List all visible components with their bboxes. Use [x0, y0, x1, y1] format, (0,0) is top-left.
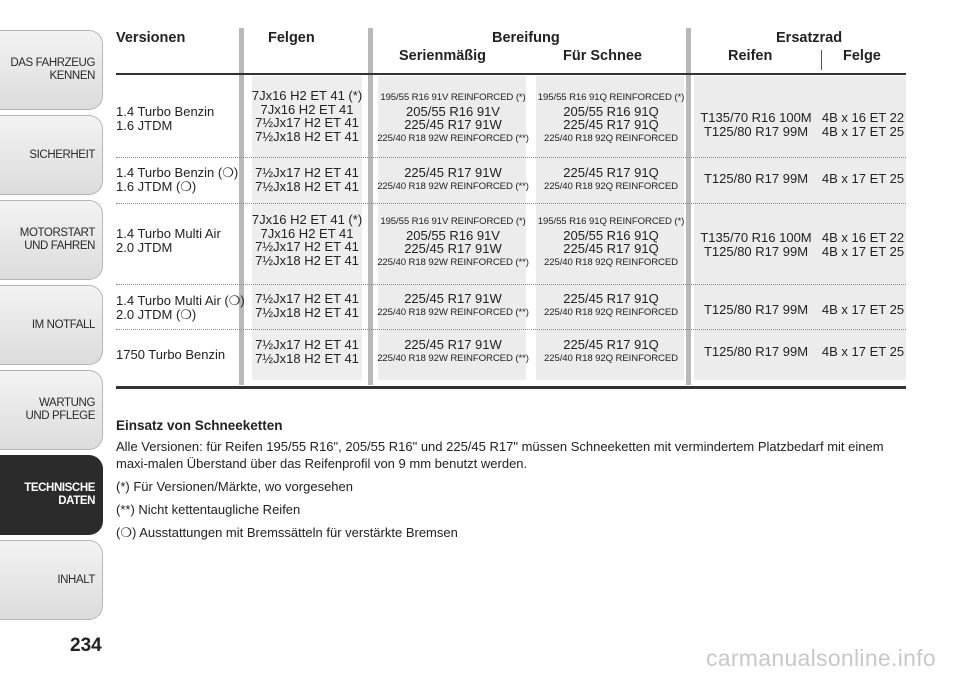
table-row-3-snow-tyres: 195/55 R16 91Q REINFORCED (*) 205/55 R16 91Q 225/45 R17 91Q 225/40 R18 92Q REINFORCED	[537, 216, 685, 268]
header-bereifung: Bereifung	[492, 30, 560, 46]
watermark: carmanualsonline.info	[705, 645, 936, 671]
table-row-2-spare-rim: 4B x 17 ET 25	[821, 171, 905, 186]
table-row-2-snow-tyres: 225/45 R17 91Q 225/40 R18 92Q REINFORCED	[543, 165, 678, 192]
header-felgen: Felgen	[268, 30, 315, 46]
footnote-single-star: (*) Für Versionen/Märkte, wo vorgesehen	[116, 479, 353, 494]
table-row-5-spare-rim: 4B x 17 ET 25	[821, 344, 905, 359]
table-row-1-snow-tyres: 195/55 R16 91Q REINFORCED (*) 205/55 R16 91Q 225/45 R17 91Q 225/40 R18 92Q REINFORCED	[537, 92, 685, 144]
table-row-3-spare-tyre: T135/70 R16 100M T125/80 R17 99M	[700, 230, 812, 259]
table-row-1-spare-rim: 4B x 16 ET 22 4B x 17 ET 25	[821, 110, 905, 139]
footnote-double-star: (**) Nicht kettentaugliche Reifen	[116, 502, 301, 517]
row-separator	[116, 329, 906, 330]
column-divider	[239, 28, 244, 385]
row-separator	[116, 203, 906, 204]
tab-das-fahrzeug-kennen[interactable]: DAS FAHRZEUG KENNEN	[0, 30, 103, 110]
tab-wartung-und-pflege[interactable]: WARTUNG UND PFLEGE	[0, 370, 103, 450]
table-row-5-rims: 7½Jx17 H2 ET 41 7½Jx18 H2 ET 41	[255, 337, 359, 366]
table-row-3-version: 1.4 Turbo Multi Air 2.0 JTDM	[116, 226, 221, 255]
tab-motorstart-und-fahren[interactable]: MOTORSTART UND FAHREN	[0, 200, 103, 280]
spare-header-divider	[821, 50, 822, 70]
table-row-1-standard-tyres: 195/55 R16 91V REINFORCED (*) 205/55 R16 91V 225/45 R17 91W 225/40 R18 92W REINFORCED (**)	[377, 92, 529, 144]
row-separator	[116, 157, 906, 158]
table-row-1-spare-tyre: T135/70 R16 100M T125/80 R17 99M	[700, 110, 812, 139]
table-row-3-rims: 7Jx16 H2 ET 41 (*) 7Jx16 H2 ET 41 7½Jx17 H2 ET 41 7½Jx18 H2 ET 41	[251, 212, 363, 268]
column-divider	[686, 28, 691, 385]
column-divider	[368, 28, 373, 385]
table-bottom-rule	[116, 386, 906, 389]
footnote-circle: (❍) Ausstattungen mit Bremssätteln für verstärkte Bremsen	[116, 525, 458, 540]
header-fuer-schnee: Für Schnee	[563, 48, 642, 64]
table-row-3-standard-tyres: 195/55 R16 91V REINFORCED (*) 205/55 R16 91V 225/45 R17 91W 225/40 R18 92W REINFORCED (**)	[377, 216, 529, 268]
table-row-3-spare-rim: 4B x 16 ET 22 4B x 17 ET 25	[821, 230, 905, 259]
table-row-4-spare-tyre: T125/80 R17 99M	[703, 302, 809, 317]
snow-chains-text: Alle Versionen: für Reifen 195/55 R16", 205/55 R16" und 225/45 R17" müssen Schneeketten mit vermindertem Platzbedarf mit einem maxi-malen Überstand über das Reifenprofil von 9 mm benutzt werden.	[116, 439, 884, 471]
table-row-4-standard-tyres: 225/45 R17 91W 225/40 R18 92W REINFORCED (**)	[377, 291, 529, 318]
tab-im-notfall[interactable]: IM NOTFALL	[0, 285, 103, 365]
table-row-1-version: 1.4 Turbo Benzin 1.6 JTDM	[116, 104, 215, 133]
table-row-4-rims: 7½Jx17 H2 ET 41 7½Jx18 H2 ET 41	[255, 291, 359, 320]
table-row-2-version: 1.4 Turbo Benzin (❍) 1.6 JTDM (❍)	[116, 165, 239, 194]
tab-sicherheit[interactable]: SICHERHEIT	[0, 115, 103, 195]
header-rule	[116, 73, 906, 75]
table-row-4-version: 1.4 Turbo Multi Air (❍) 2.0 JTDM (❍)	[116, 293, 245, 322]
tab-inhalt[interactable]: INHALT	[0, 540, 103, 620]
table-row-2-standard-tyres: 225/45 R17 91W 225/40 R18 92W REINFORCED (**)	[377, 165, 529, 192]
notes-section	[116, 417, 916, 547]
tab-technische-daten[interactable]: TECHNISCHE DATEN	[0, 455, 103, 535]
table-row-4-snow-tyres: 225/45 R17 91Q 225/40 R18 92Q REINFORCED	[543, 291, 678, 318]
wheels-tyres-table	[116, 28, 906, 390]
table-row-5-spare-tyre: T125/80 R17 99M	[703, 344, 809, 359]
page-number: 234	[70, 635, 102, 656]
table-row-5-snow-tyres: 225/45 R17 91Q 225/40 R18 92Q REINFORCED	[543, 337, 678, 364]
snow-chains-heading: Einsatz von Schneeketten	[116, 418, 283, 433]
table-row-2-rims: 7½Jx17 H2 ET 41 7½Jx18 H2 ET 41	[255, 165, 359, 194]
header-versionen: Versionen	[116, 30, 186, 46]
row-separator	[116, 284, 906, 285]
header-felge: Felge	[843, 48, 881, 64]
header-ersatzrad: Ersatzrad	[776, 30, 843, 46]
table-row-1-rims: 7Jx16 H2 ET 41 (*) 7Jx16 H2 ET 41 7½Jx17 H2 ET 41 7½Jx18 H2 ET 41	[251, 88, 363, 144]
header-serienmaessig: Serienmäßig	[399, 48, 487, 64]
header-reifen: Reifen	[728, 48, 773, 64]
table-row-4-spare-rim: 4B x 17 ET 25	[821, 302, 905, 317]
table-row-5-version: 1750 Turbo Benzin	[116, 347, 226, 362]
table-row-5-standard-tyres: 225/45 R17 91W 225/40 R18 92W REINFORCED (**)	[377, 337, 529, 364]
table-row-2-spare-tyre: T125/80 R17 99M	[703, 171, 809, 186]
